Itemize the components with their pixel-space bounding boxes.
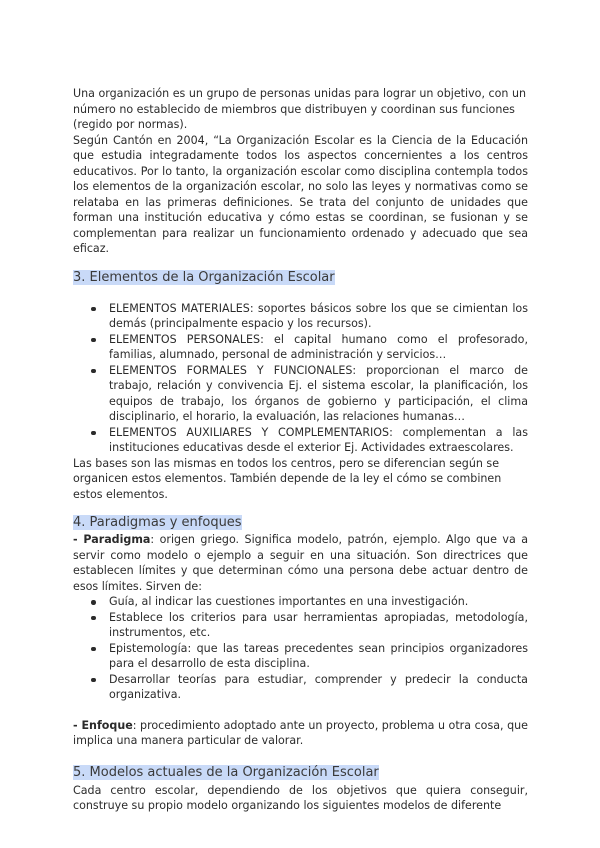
section-5-title: 5. Modelos actuales de la Organización Escolar [73,764,379,780]
paradigma-text: : origen griego. Significa modelo, patrón, ejemplo. Algo que va a servir como modelo o ejemplo a seguir en una situación. Son directrices que establecen límites y que determinan cómo una persona debe actuar dentro de esos límites. Sirven de: [73,533,528,593]
section-3-closing: Las bases son las mismas en todos los centros, pero se diferencian según se organicen estos elementos. También depende de la ley el cómo se combinen estos elementos. [73,456,502,501]
section-4-heading [73,514,528,532]
section-3-heading [73,269,528,287]
list-item: Epistemología: que las tareas precedentes sean principios organizadores para el desarrollo de esta disciplina. [73,641,528,672]
intro-paragraph-2: Según Cantón en 2004, “La Organización Escolar es la Ciencia de la Educación que estudia integradamente todos los aspectos concernientes a los centros educativos. Por lo tanto, la organización escolar como disciplina contempla todos los elementos de la organización escolar, no solo las leyes y normativas como se relataba en las primeras definiciones. Se trata del conjunto de unidades que forman una institución educativa y cómo estas se coordinan, se fusionan y se complementan para realizar un funcionamiento ordenado y adecuado que sea eficaz. [73,133,528,255]
section-3-list [73,301,528,456]
document-body [73,86,528,814]
paradigma-paragraph [73,532,528,594]
enfoque-text: : procedimiento adoptado ante un proyecto, problema u otra cosa, que implica una manera particular de valorar. [73,718,528,747]
enfoque-paragraph [73,718,528,749]
spacer [73,703,528,718]
section-5-paragraph: Cada centro escolar, dependiendo de los objetivos que quiera conseguir, construye su propio modelo organizando los siguientes modelos de diferente [73,783,528,812]
intro-paragraph-1: Una organización es un grupo de personas unidas para lograr un objetivo, con un número no establecido de miembros que distribuyen y coordinan sus funciones (regido por normas). [73,87,527,131]
section-5-heading [73,764,528,782]
list-item: ELEMENTOS MATERIALES: soportes básicos sobre los que se cimientan los demás (principalmente espacio y los recursos). [73,301,528,332]
section-4-list [73,594,528,703]
list-item: ELEMENTOS AUXILIARES Y COMPLEMENTARIOS: complementan a las instituciones educativas desde el exterior Ej. Actividades extraescolares. [73,425,528,456]
section-3-title: 3. Elementos de la Organización Escolar [73,269,335,285]
list-item: Desarrollar teorías para estudiar, comprender y predecir la conducta organizativa. [73,672,528,703]
list-item: Guía, al indicar las cuestiones importantes en una investigación. [73,594,528,610]
list-item: Establece los criterios para usar herramientas apropiadas, metodología, instrumentos, etc. [73,610,528,641]
enfoque-term: - Enfoque [73,718,133,732]
paradigma-term: - Paradigma [73,533,151,546]
section-4-title: 4. Paradigmas y enfoques [73,515,242,530]
list-item: ELEMENTOS FORMALES Y FUNCIONALES: proporcionan el marco de trabajo, relación y convivencia Ej. el sistema escolar, la planificación, los equipos de trabajo, los órganos de gobierno y participación, el clima disciplinario, el horario, la evaluación, las relaciones humanas… [73,363,528,425]
list-item: ELEMENTOS PERSONALES: el capital humano como el profesorado, familias, alumnado, personal de administración y servicios… [73,332,528,363]
